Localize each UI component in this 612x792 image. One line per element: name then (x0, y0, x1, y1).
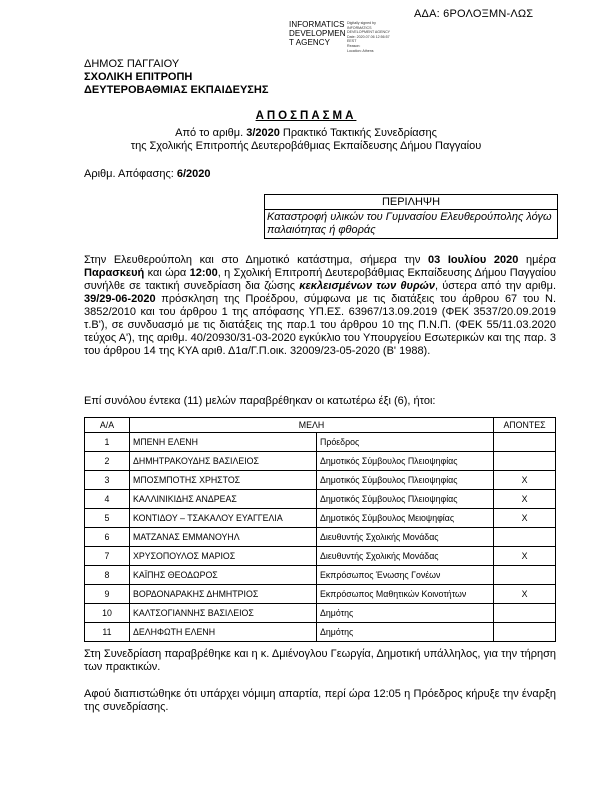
member-role: Δημοτικός Σύμβουλος Πλειοψηφίας (317, 452, 494, 471)
absent-mark (494, 433, 556, 452)
member-number: 4 (85, 490, 130, 509)
digital-signature-stamp (289, 20, 419, 60)
table-row (85, 509, 556, 528)
absent-mark: Χ (494, 585, 556, 604)
minutes-committee: της Σχολικής Επιτροπής Δευτεροβάθμιας Εκπαίδευσης Δήμου Παγγαίου (130, 140, 482, 152)
committee-name: ΣΧΟΛΙΚΗ ΕΠΙΤΡΟΠΗ (84, 71, 193, 83)
member-name: ΚΑΛΛΙΝΙΚΙΔΗΣ ΑΝΔΡΕΑΣ (130, 490, 317, 509)
member-name: ΜΠΟΣΜΠΟΤΗΣ ΧΡΗΣΤΟΣ (130, 471, 317, 490)
text-run: Στην Ελευθερούπολη και στο Δημοτικό κατάστημα, σήμερα την (84, 254, 428, 266)
table-row (85, 604, 556, 623)
ada-code: ΑΔΑ: 6ΡΟΛΟΞΜΝ-ΛΩΣ (414, 8, 534, 20)
table-row (85, 433, 556, 452)
member-name: ΚΟΝΤΙΔΟΥ – ΤΣΑΚΑΛΟΥ ΕΥΑΓΓΕΛΙΑ (130, 509, 317, 528)
table-row (85, 566, 556, 585)
signature-detail-line: Location: Athens (347, 48, 374, 53)
closed-doors: κεκλεισμένων των θυρών (299, 280, 435, 292)
absent-mark (494, 623, 556, 642)
member-number: 6 (85, 528, 130, 547)
signature-detail-line: Date: 2020.07.06 12:56:57 (347, 34, 390, 39)
text-run: ημέρα (518, 254, 556, 266)
summary-box (264, 194, 558, 239)
member-name: ΧΡΥΣΟΠΟΥΛΟΣ ΜΑΡΙΟΣ (130, 547, 317, 566)
member-number: 3 (85, 471, 130, 490)
minutes-ref-number: 3/2020 (246, 127, 280, 139)
table-row (85, 528, 556, 547)
member-role: Δημότης (317, 623, 494, 642)
member-name: ΔΗΜΗΤΡΑΚΟΥΔΗΣ ΒΑΣΙΛΕΙΟΣ (130, 452, 317, 471)
member-number: 10 (85, 604, 130, 623)
decision-value: 6/2020 (176, 168, 211, 180)
member-role: Δημοτικός Σύμβουλος Μειοψηφίας (317, 509, 494, 528)
member-name: ΔΕΛΗΦΩΤΗ ΕΛΕΝΗ (130, 623, 317, 642)
text-run: , η Σχολική Επιτροπή Δευτεροβάθμιας Εκπαίδευσης Δήμου Παγγαίου συνήλθε σε τακτική συνεδρίαση δια ζώσης (84, 267, 556, 292)
absent-mark: Χ (494, 547, 556, 566)
signer-line: INFORMATICS (289, 20, 345, 29)
member-role: Πρόεδρος (317, 433, 494, 452)
table-row (85, 623, 556, 642)
member-role: Διευθυντής Σχολικής Μονάδας (317, 528, 494, 547)
member-number: 7 (85, 547, 130, 566)
signer-line: T AGENCY (289, 38, 331, 47)
table-row (85, 585, 556, 604)
minutes-reference (0, 127, 612, 140)
table-row (85, 490, 556, 509)
signature-detail-line: EEST (347, 39, 357, 44)
absent-mark (494, 528, 556, 547)
signer-name (289, 20, 346, 47)
table-header-row (85, 418, 556, 433)
header-num: Α/Α (85, 418, 130, 433)
member-role: Δημοτικός Σύμβουλος Πλειοψηφίας (317, 490, 494, 509)
absent-mark (494, 604, 556, 623)
absent-mark (494, 566, 556, 585)
member-number: 2 (85, 452, 130, 471)
document-heading: ΑΠΟΣΠΑΣΜΑ (255, 110, 357, 122)
minutes-ref-post: Πρακτικό Τακτικής Συνεδρίασης (279, 127, 437, 139)
signature-detail-line: Digitally signed by (347, 21, 376, 25)
member-number: 11 (85, 623, 130, 642)
meeting-day: Παρασκευή (84, 267, 145, 279)
member-number: 5 (85, 509, 130, 528)
signature-details (347, 21, 390, 53)
signature-detail-line: INFORMATICS (347, 25, 372, 30)
member-role: Δημοτικός Σύμβουλος Πλειοψηφίας (317, 471, 494, 490)
table-row (85, 471, 556, 490)
member-role: Εκπρόσωπος Ένωσης Γονέων (317, 566, 494, 585)
minutes-ref-pre: Από το αριθμ. (175, 127, 247, 139)
issuer-block (84, 58, 268, 97)
municipality-name: ΔΗΜΟΣ ΠΑΓΓΑΙΟΥ (84, 58, 180, 70)
members-intro: Επί συνόλου έντεκα (11) μελών παραβρέθηκαν οι κατωτέρω έξι (6), ήτοι: (84, 395, 436, 407)
signature-detail-line: DEVELOPMENT AGENCY (347, 30, 391, 35)
absent-mark: Χ (494, 490, 556, 509)
member-name: ΚΑΪΠΗΣ ΘΕΟΔΩΡΟΣ (130, 566, 317, 585)
header-members: ΜΕΛΗ (130, 418, 494, 433)
member-number: 1 (85, 433, 130, 452)
signer-line: DEVELOPMEN (289, 29, 346, 38)
invitation-number: 39/29-06-2020 (84, 293, 156, 305)
quorum-paragraph: Αφού διαπιστώθηκε ότι υπάρχει νόμιμη απαρτία, περί ώρα 12:05 η Πρόεδρος κήρυξε την έναρξη της συνεδρίασης. (84, 688, 556, 713)
committee-level: ΔΕΥΤΕΡΟΒΑΘΜΙΑΣ ΕΚΠΑΙΔΕΥΣΗΣ (84, 84, 269, 96)
header-absent: ΑΠΟΝΤΕΣ (494, 418, 556, 433)
meeting-date: 03 Ιουλίου 2020 (427, 254, 519, 266)
table-row (85, 452, 556, 471)
absent-mark: Χ (494, 471, 556, 490)
signature-detail-line: Reason: (347, 43, 361, 48)
member-number: 9 (85, 585, 130, 604)
member-role: Δημότης (317, 604, 494, 623)
member-name: ΜΠΕΝΗ ΕΛΕΝΗ (130, 433, 317, 452)
secretary-paragraph: Στη Συνεδρίαση παραβρέθηκε και η κ. Δμιένογλου Γεωργία, Δημοτική υπάλληλος, για την τήρηση των πρακτικών. (84, 648, 556, 673)
absent-mark (494, 452, 556, 471)
members-table (84, 417, 556, 642)
member-role: Εκπρόσωπος Μαθητικών Κοινοτήτων (317, 585, 494, 604)
member-role: Διευθυντής Σχολικής Μονάδας (317, 547, 494, 566)
table-row (85, 547, 556, 566)
decision-number (84, 168, 211, 180)
summary-title: ΠΕΡΙΛΗΨΗ (265, 195, 557, 210)
intro-paragraph (84, 254, 556, 358)
member-name: ΚΑΛΤΣΟΓΙΑΝΝΗΣ ΒΑΣΙΛΕΙΟΣ (130, 604, 317, 623)
text-run: και ώρα (144, 267, 190, 279)
meeting-time: 12:00 (189, 267, 218, 279)
member-number: 8 (85, 566, 130, 585)
text-run: πρόσκληση της Προέδρου, σύμφωνα με τις διατάξεις του άρθρου 67 του Ν. 3852/2010 και του άρθρου 1 της απόφασης ΥΠ.ΕΣ. 63967/13.09.2019 (ΦΕΚ 3537/20.09.2019 τ.Β'), σε συνδυασμό με τις διατάξεις της παρ.1 του άρθρου 10 της Π.Ν.Π. (ΦΕΚ 55/11.03.2020 τεύχος Α'), της αριθμ. 40/20930/31-03-2020 εγκύκλιο του Υπουργείου Εσωτερικών και της παρ. 3 του άρθρου 14 της ΚΥΑ αριθ. Δ1α/Γ.Π.οικ. 32009/23-05-2020 (Β' 1988). (84, 293, 556, 357)
decision-label: Αριθμ. Απόφασης: (84, 168, 177, 180)
member-name: ΜΑΤΖΑΝΑΣ ΕΜΜΑΝΟΥΗΛ (130, 528, 317, 547)
absent-mark: Χ (494, 509, 556, 528)
summary-text: Καταστροφή υλικών του Γυμνασίου Ελευθερούπολης λόγω παλαιότητας ή φθοράς (267, 211, 552, 236)
member-name: ΒΟΡΔΟΝΑΡΑΚΗΣ ΔΗΜΗΤΡΙΟΣ (130, 585, 317, 604)
text-run: , ύστερα από την αριθμ. (434, 280, 557, 292)
